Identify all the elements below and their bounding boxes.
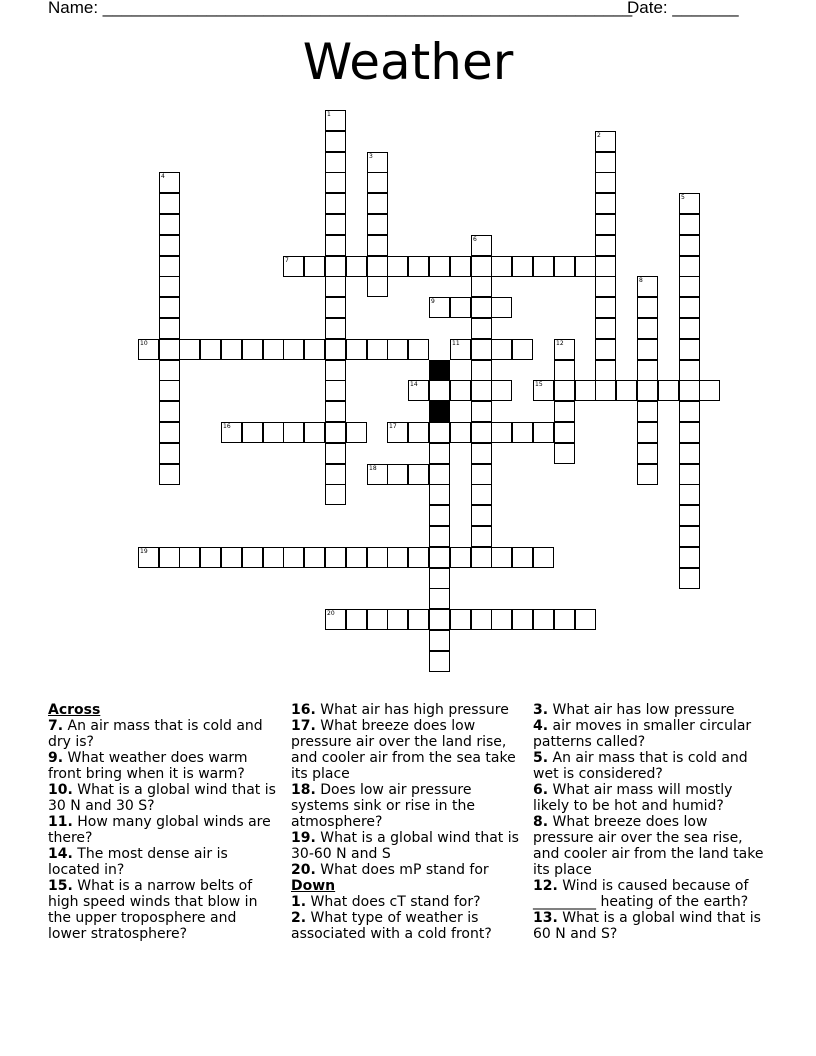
grid-cell[interactable] (471, 297, 492, 318)
clue-text: The most dense air is located in? (48, 846, 228, 878)
grid-cell[interactable] (304, 422, 325, 443)
clue-number-label: 6. (533, 782, 549, 798)
grid-cell[interactable] (450, 339, 471, 360)
clue-number-label: 19. (291, 830, 316, 846)
grid-cell[interactable] (471, 235, 492, 256)
grid-cell[interactable] (637, 360, 658, 381)
across-clue-list-part-2 (291, 702, 527, 878)
grid-cell[interactable] (325, 443, 346, 464)
clue-text: What is a global wind that is 60 N and S? (533, 910, 761, 942)
grid-cell[interactable] (491, 297, 512, 318)
clue-number-label: 11. (48, 814, 73, 830)
grid-cell[interactable] (429, 651, 450, 672)
clue-number-label: 16. (291, 702, 316, 718)
grid-cell[interactable] (408, 464, 429, 485)
grid-cell[interactable] (408, 339, 429, 360)
clue-number: 20 (327, 610, 335, 617)
grid-cell[interactable] (679, 464, 700, 485)
grid-cell[interactable] (679, 214, 700, 235)
grid-cell[interactable] (637, 276, 658, 297)
grid-cell[interactable] (471, 401, 492, 422)
grid-cell[interactable] (491, 339, 512, 360)
clue-number: 16 (223, 423, 231, 430)
grid-cell[interactable] (471, 360, 492, 381)
grid-cell[interactable] (679, 235, 700, 256)
grid-black-cell (429, 401, 450, 422)
grid-cell[interactable] (367, 276, 388, 297)
grid-cell[interactable] (429, 526, 450, 547)
clue-number: 1 (327, 111, 331, 118)
clue-item (291, 702, 527, 718)
grid-cell[interactable] (429, 297, 450, 318)
grid-cell[interactable] (595, 339, 616, 360)
clue-item (48, 718, 276, 750)
grid-cell[interactable] (159, 401, 180, 422)
clue-number: 7 (285, 257, 289, 264)
grid-cell[interactable] (595, 193, 616, 214)
grid-cell[interactable] (471, 256, 492, 277)
clue-number: 14 (410, 381, 418, 388)
across-heading: Across (48, 702, 101, 718)
grid-cell[interactable] (408, 422, 429, 443)
clue-text: What type of weather is associated with a cold front? (291, 910, 492, 942)
grid-cell[interactable] (325, 297, 346, 318)
clue-item (533, 878, 771, 910)
grid-cell[interactable] (159, 380, 180, 401)
clue-number: 15 (535, 381, 543, 388)
grid-cell[interactable] (325, 256, 346, 277)
clue-number-label: 3. (533, 702, 549, 718)
grid-cell[interactable] (325, 172, 346, 193)
grid-cell[interactable] (346, 547, 367, 568)
grid-cell[interactable] (159, 172, 180, 193)
grid-cell[interactable] (325, 131, 346, 152)
grid-cell[interactable] (679, 360, 700, 381)
clue-number-label: 13. (533, 910, 558, 926)
grid-cell[interactable] (533, 380, 554, 401)
grid-cell[interactable] (138, 547, 159, 568)
grid-cell[interactable] (533, 422, 554, 443)
down-clue-list-part-2 (533, 702, 771, 942)
grid-cell[interactable] (179, 547, 200, 568)
grid-cell[interactable] (450, 547, 471, 568)
clue-number: 3 (369, 153, 373, 160)
grid-cell[interactable] (471, 547, 492, 568)
grid-cell[interactable] (387, 422, 408, 443)
grid-cell[interactable] (263, 339, 284, 360)
grid-cell[interactable] (387, 547, 408, 568)
grid-cell[interactable] (679, 318, 700, 339)
grid-cell[interactable] (679, 422, 700, 443)
grid-cell[interactable] (367, 339, 388, 360)
grid-cell[interactable] (159, 422, 180, 443)
grid-cell[interactable] (387, 339, 408, 360)
grid-cell[interactable] (679, 256, 700, 277)
clue-text: What does mP stand for (320, 862, 489, 878)
clue-text: air moves in smaller circular patterns called? (533, 718, 752, 750)
clue-text: How many global winds are there? (48, 814, 271, 846)
grid-cell[interactable] (471, 484, 492, 505)
grid-cell[interactable] (408, 380, 429, 401)
grid-cell[interactable] (533, 256, 554, 277)
clue-item (533, 782, 771, 814)
grid-cell[interactable] (679, 568, 700, 589)
grid-cell[interactable] (471, 526, 492, 547)
clue-number-label: 10. (48, 782, 73, 798)
grid-cell[interactable] (429, 464, 450, 485)
grid-cell[interactable] (471, 443, 492, 464)
grid-cell[interactable] (637, 422, 658, 443)
grid-cell[interactable] (429, 505, 450, 526)
grid-cell[interactable] (325, 547, 346, 568)
down-clue-list-part-1 (291, 894, 527, 942)
grid-cell[interactable] (679, 339, 700, 360)
grid-cell[interactable] (595, 276, 616, 297)
grid-cell[interactable] (367, 193, 388, 214)
grid-cell[interactable] (159, 547, 180, 568)
grid-cell[interactable] (637, 401, 658, 422)
grid-cell[interactable] (679, 193, 700, 214)
grid-cell[interactable] (554, 443, 575, 464)
across-clue-list-part-1 (48, 718, 276, 942)
grid-cell[interactable] (283, 256, 304, 277)
grid-cell[interactable] (491, 422, 512, 443)
grid-cell[interactable] (325, 422, 346, 443)
grid-cell[interactable] (221, 339, 242, 360)
grid-cell[interactable] (408, 547, 429, 568)
clues-column-1 (48, 702, 276, 942)
clue-number-label: 20. (291, 862, 316, 878)
clue-item (291, 830, 527, 862)
grid-cell[interactable] (367, 172, 388, 193)
grid-cell[interactable] (554, 422, 575, 443)
grid-cell[interactable] (429, 256, 450, 277)
clue-number: 19 (140, 548, 148, 555)
grid-cell[interactable] (346, 422, 367, 443)
clue-text: What air mass will mostly likely to be hot and humid? (533, 782, 733, 814)
grid-cell[interactable] (367, 547, 388, 568)
clue-item (291, 910, 527, 942)
grid-cell[interactable] (679, 380, 700, 401)
grid-cell[interactable] (159, 276, 180, 297)
grid-cell[interactable] (159, 464, 180, 485)
grid-cell[interactable] (159, 297, 180, 318)
clue-number: 18 (369, 465, 377, 472)
grid-cell[interactable] (595, 131, 616, 152)
grid-cell[interactable] (595, 380, 616, 401)
clue-text: What is a narrow belts of high speed winds that blow in the upper troposphere and lower stratosphere? (48, 878, 258, 942)
clue-text: What air has low pressure (552, 702, 735, 718)
grid-cell[interactable] (283, 422, 304, 443)
clue-number-label: 4. (533, 718, 549, 734)
grid-cell[interactable] (325, 484, 346, 505)
grid-cell[interactable] (325, 609, 346, 630)
grid-cell[interactable] (200, 547, 221, 568)
grid-cell[interactable] (616, 380, 637, 401)
grid-cell[interactable] (533, 547, 554, 568)
clue-number-label: 8. (533, 814, 549, 830)
grid-cell[interactable] (575, 609, 596, 630)
clues-column-3 (533, 702, 771, 942)
grid-cell[interactable] (429, 443, 450, 464)
grid-cell[interactable] (679, 297, 700, 318)
grid-cell[interactable] (450, 297, 471, 318)
grid-cell[interactable] (471, 380, 492, 401)
grid-cell[interactable] (367, 256, 388, 277)
grid-cell[interactable] (471, 505, 492, 526)
grid-cell[interactable] (471, 276, 492, 297)
grid-cell[interactable] (679, 505, 700, 526)
grid-cell[interactable] (637, 380, 658, 401)
grid-cell[interactable] (159, 339, 180, 360)
grid-cell[interactable] (387, 256, 408, 277)
grid-cell[interactable] (637, 339, 658, 360)
grid-cell[interactable] (658, 380, 679, 401)
clue-text: What does cT stand for? (310, 894, 481, 910)
clue-text: An air mass that is cold and dry is? (48, 718, 263, 750)
grid-cell[interactable] (325, 339, 346, 360)
grid-cell[interactable] (512, 339, 533, 360)
clue-text: Wind is caused because of _________ heating of the earth? (533, 878, 749, 910)
grid-cell[interactable] (304, 339, 325, 360)
clue-item (533, 702, 771, 718)
grid-cell[interactable] (429, 630, 450, 651)
grid-cell[interactable] (367, 609, 388, 630)
grid-cell[interactable] (595, 172, 616, 193)
clue-number: 4 (161, 173, 165, 180)
grid-cell[interactable] (159, 193, 180, 214)
grid-cell[interactable] (221, 422, 242, 443)
grid-cell[interactable] (575, 380, 596, 401)
grid-cell[interactable] (408, 256, 429, 277)
grid-cell[interactable] (263, 422, 284, 443)
grid-cell[interactable] (325, 360, 346, 381)
grid-cell[interactable] (450, 256, 471, 277)
grid-black-cell (429, 360, 450, 381)
grid-cell[interactable] (159, 360, 180, 381)
grid-cell[interactable] (595, 318, 616, 339)
grid-cell[interactable] (325, 152, 346, 173)
clue-number-label: 5. (533, 750, 549, 766)
grid-cell[interactable] (595, 214, 616, 235)
grid-cell[interactable] (491, 256, 512, 277)
grid-cell[interactable] (512, 256, 533, 277)
grid-cell[interactable] (179, 339, 200, 360)
clue-item (533, 750, 771, 782)
grid-cell[interactable] (595, 297, 616, 318)
grid-cell[interactable] (346, 609, 367, 630)
clue-number-label: 18. (291, 782, 316, 798)
clue-text: What is a global wind that is 30 N and 30 S? (48, 782, 276, 814)
clue-item (533, 910, 771, 942)
clue-item (533, 718, 771, 750)
clue-number: 6 (473, 236, 477, 243)
grid-cell[interactable] (512, 547, 533, 568)
grid-cell[interactable] (471, 339, 492, 360)
grid-cell[interactable] (491, 380, 512, 401)
grid-cell[interactable] (679, 484, 700, 505)
grid-cell[interactable] (367, 152, 388, 173)
grid-cell[interactable] (304, 256, 325, 277)
clue-text: What breeze does low pressure air over the land rise, and cooler air from the sea take its place (291, 718, 516, 782)
grid-cell[interactable] (595, 235, 616, 256)
grid-cell[interactable] (283, 339, 304, 360)
grid-cell[interactable] (491, 609, 512, 630)
clue-item (48, 814, 276, 846)
grid-cell[interactable] (554, 256, 575, 277)
down-heading: Down (291, 878, 336, 894)
grid-cell[interactable] (242, 547, 263, 568)
grid-cell[interactable] (554, 401, 575, 422)
grid-cell[interactable] (450, 380, 471, 401)
grid-cell[interactable] (429, 609, 450, 630)
grid-cell[interactable] (595, 256, 616, 277)
grid-cell[interactable] (679, 443, 700, 464)
grid-cell[interactable] (471, 318, 492, 339)
grid-cell[interactable] (346, 339, 367, 360)
grid-cell[interactable] (554, 360, 575, 381)
clue-item (48, 846, 276, 878)
clue-item (48, 878, 276, 942)
clue-item (48, 782, 276, 814)
grid-cell[interactable] (554, 339, 575, 360)
grid-cell[interactable] (637, 443, 658, 464)
grid-cell[interactable] (429, 484, 450, 505)
grid-cell[interactable] (387, 609, 408, 630)
grid-cell[interactable] (325, 193, 346, 214)
grid-cell[interactable] (159, 235, 180, 256)
clue-item (291, 894, 527, 910)
grid-cell[interactable] (429, 588, 450, 609)
grid-cell[interactable] (408, 609, 429, 630)
clue-item (533, 814, 771, 878)
grid-cell[interactable] (325, 110, 346, 131)
clue-item (48, 750, 276, 782)
grid-cell[interactable] (595, 360, 616, 381)
clue-number-label: 17. (291, 718, 316, 734)
grid-cell[interactable] (554, 609, 575, 630)
grid-cell[interactable] (512, 422, 533, 443)
grid-cell[interactable] (637, 464, 658, 485)
grid-cell[interactable] (221, 547, 242, 568)
grid-cell[interactable] (242, 422, 263, 443)
grid-cell[interactable] (450, 609, 471, 630)
grid-cell[interactable] (159, 214, 180, 235)
clue-text: What is a global wind that is 30-60 N and S (291, 830, 519, 862)
clue-number: 5 (681, 194, 685, 201)
grid-cell[interactable] (512, 609, 533, 630)
clue-number-label: 12. (533, 878, 558, 894)
clue-number: 10 (140, 340, 148, 347)
grid-cell[interactable] (367, 464, 388, 485)
grid-cell[interactable] (471, 422, 492, 443)
grid-cell[interactable] (367, 235, 388, 256)
clue-number: 11 (452, 340, 460, 347)
grid-cell[interactable] (679, 276, 700, 297)
grid-cell[interactable] (242, 339, 263, 360)
grid-cell[interactable] (325, 318, 346, 339)
clue-number-label: 7. (48, 718, 64, 734)
clue-text: What weather does warm front bring when it is warm? (48, 750, 248, 782)
grid-cell[interactable] (554, 380, 575, 401)
clues-column-2 (291, 702, 527, 942)
grid-cell[interactable] (200, 339, 221, 360)
grid-cell[interactable] (471, 464, 492, 485)
grid-cell[interactable] (325, 464, 346, 485)
grid-cell[interactable] (595, 152, 616, 173)
clue-text: What breeze does low pressure air over the sea rise, and cooler air from the land take its place (533, 814, 764, 878)
grid-cell[interactable] (699, 380, 720, 401)
grid-cell[interactable] (429, 380, 450, 401)
clue-number-label: 15. (48, 878, 73, 894)
page-title: Weather (302, 33, 514, 91)
grid-cell[interactable] (679, 547, 700, 568)
grid-cell[interactable] (159, 443, 180, 464)
clue-number-label: 9. (48, 750, 64, 766)
clue-item (291, 782, 527, 830)
grid-cell[interactable] (429, 568, 450, 589)
clue-text: Does low air pressure systems sink or rise in the atmosphere? (291, 782, 475, 830)
grid-cell[interactable] (491, 547, 512, 568)
grid-cell[interactable] (575, 256, 596, 277)
grid-cell[interactable] (159, 256, 180, 277)
grid-cell[interactable] (325, 380, 346, 401)
grid-cell[interactable] (263, 547, 284, 568)
name-field-label: Name: ________________________________________________________ (48, 0, 633, 17)
grid-cell[interactable] (429, 422, 450, 443)
grid-cell[interactable] (346, 256, 367, 277)
grid-cell[interactable] (325, 401, 346, 422)
grid-cell[interactable] (325, 276, 346, 297)
grid-cell[interactable] (159, 318, 180, 339)
grid-cell[interactable] (679, 526, 700, 547)
grid-cell[interactable] (325, 214, 346, 235)
clue-number-label: 2. (291, 910, 307, 926)
clue-number: 2 (597, 132, 601, 139)
grid-cell[interactable] (387, 464, 408, 485)
clue-item (291, 718, 527, 782)
grid-cell[interactable] (679, 401, 700, 422)
grid-cell[interactable] (283, 547, 304, 568)
clue-number-label: 14. (48, 846, 73, 862)
clue-number: 9 (431, 298, 435, 305)
grid-cell[interactable] (533, 609, 554, 630)
grid-cell[interactable] (325, 235, 346, 256)
clue-number-label: 1. (291, 894, 307, 910)
grid-cell[interactable] (367, 214, 388, 235)
clue-item (291, 862, 527, 878)
clue-number: 17 (389, 423, 397, 430)
grid-cell[interactable] (450, 422, 471, 443)
grid-cell[interactable] (138, 339, 159, 360)
grid-cell[interactable] (304, 547, 325, 568)
clue-number: 12 (556, 340, 564, 347)
grid-cell[interactable] (637, 318, 658, 339)
grid-cell[interactable] (637, 297, 658, 318)
grid-cell[interactable] (429, 547, 450, 568)
clue-text: An air mass that is cold and wet is considered? (533, 750, 748, 782)
clue-number: 8 (639, 277, 643, 284)
date-field-label: Date: _______ (627, 0, 739, 17)
grid-cell[interactable] (471, 609, 492, 630)
clue-text: What air has high pressure (320, 702, 509, 718)
